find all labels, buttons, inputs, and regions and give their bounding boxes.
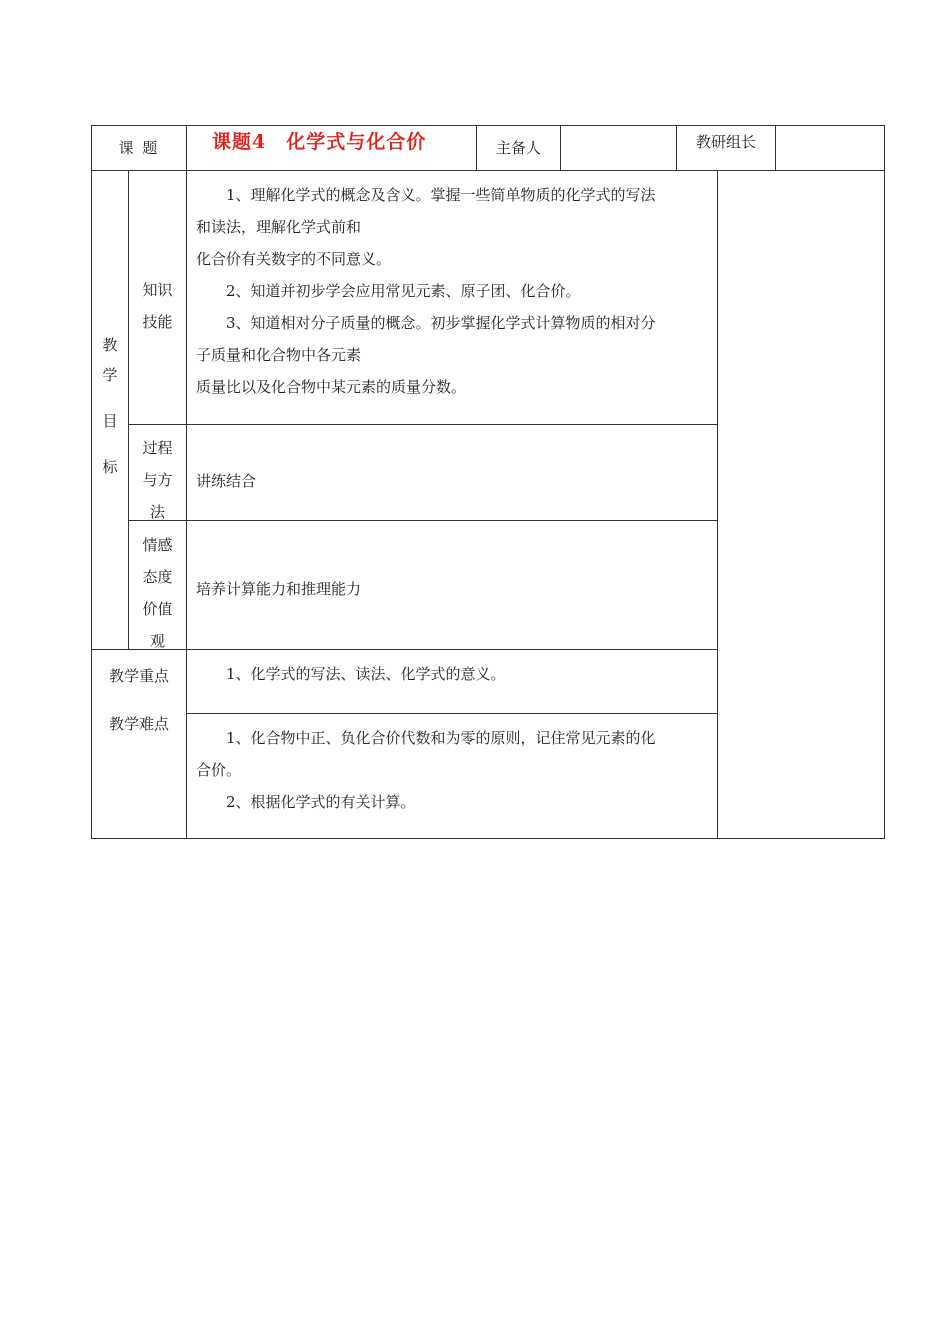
key-points-label: 教学重点	[108, 667, 169, 685]
difficulties-text	[196, 722, 712, 818]
table-border-right	[884, 125, 885, 839]
objectives-label-char: 目	[102, 412, 118, 430]
key-points-text: 1、化学式的写法、读法、化学式的意义。	[226, 665, 506, 683]
difficulties-line: 1、化合物中正、负化合价代数和为零的原则，记住常见元素的化	[226, 729, 656, 747]
difficulties-line: 合价。	[196, 761, 242, 779]
table-border-top	[91, 125, 885, 126]
emotion-label-line: 情感	[142, 536, 173, 554]
knowledge-line: 和读法，理解化学式前和	[196, 218, 362, 236]
objectives-label-char: 教	[102, 336, 118, 354]
topic-label: 课 题	[118, 139, 160, 157]
knowledge-row-bottom	[128, 424, 718, 425]
emotion-label-line: 态度	[142, 568, 173, 586]
knowledge-label-line: 技能	[142, 313, 173, 331]
content-right-divider	[717, 170, 718, 839]
knowledge-line: 1、理解化学式的概念及含义。掌握一些简单物质的化学式的写法	[226, 186, 656, 204]
group-leader-label: 教研组长	[695, 133, 756, 151]
header-divider-1	[186, 125, 187, 839]
knowledge-line: 3、知道相对分子质量的概念。初步掌握化学式计算物质的相对分	[226, 314, 656, 332]
process-label-line: 法	[149, 503, 165, 521]
emotion-label-line: 价值	[142, 600, 173, 618]
knowledge-text	[196, 179, 712, 403]
knowledge-line: 2、知道并初步学会应用常见元素、原子团、化合价。	[226, 282, 581, 300]
key-points-row-bottom	[186, 713, 718, 714]
header-row-bottom	[91, 170, 885, 171]
preparer-label: 主备人	[495, 139, 541, 157]
knowledge-line: 化合价有关数字的不同意义。	[196, 250, 392, 268]
process-label-line: 过程	[142, 439, 173, 457]
emotion-label-line: 观	[149, 632, 165, 650]
process-row-bottom	[128, 520, 718, 521]
difficulties-label: 教学难点	[108, 715, 169, 733]
process-label-line: 与方	[142, 471, 173, 489]
knowledge-label	[129, 274, 186, 338]
page-title: 课题4 化学式与化合价	[212, 131, 427, 153]
difficulties-line: 2、根据化学式的有关计算。	[226, 793, 416, 811]
emotion-label	[129, 529, 186, 657]
objectives-label	[92, 330, 128, 482]
process-label	[129, 432, 186, 528]
knowledge-line: 质量比以及化合物中某元素的质量分数。	[196, 378, 467, 396]
objectives-label-char: 标	[102, 458, 118, 476]
knowledge-label-line: 知识	[142, 281, 173, 299]
header-divider-5	[775, 125, 776, 171]
header-divider-3	[560, 125, 561, 171]
emotion-text: 培养计算能力和推理能力	[196, 580, 362, 598]
process-text: 讲练结合	[196, 472, 257, 490]
knowledge-line: 子质量和化合物中各元素	[196, 346, 362, 364]
table-border-bottom	[91, 838, 885, 839]
objectives-label-char: 学	[102, 366, 118, 384]
